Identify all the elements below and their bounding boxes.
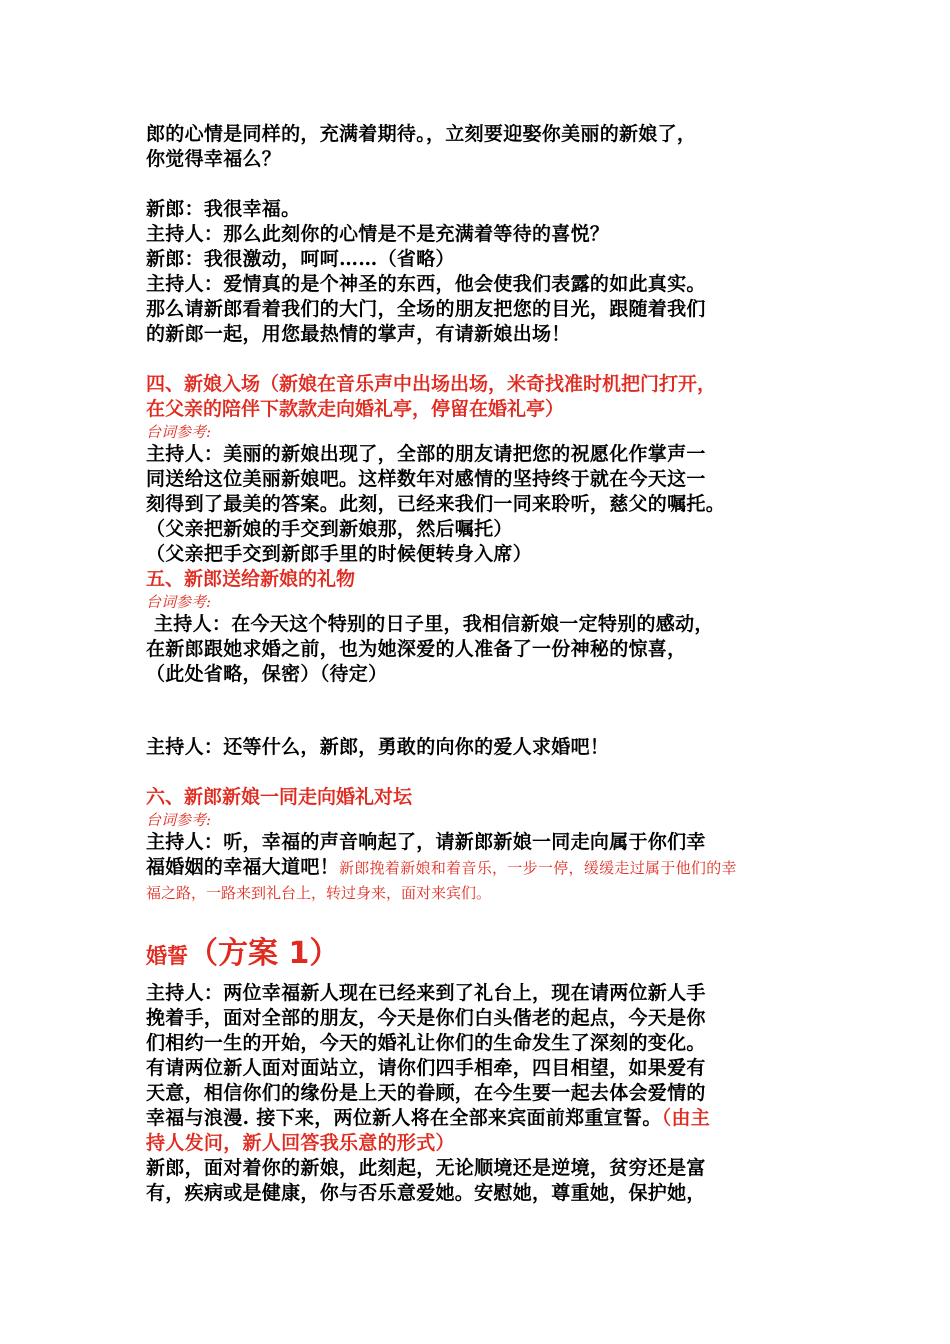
script-reference-label: 台词参考: [146,423,212,441]
text-line [146,855,818,881]
text-line: （父亲把新娘的手交到新娘那，然后嘱托） [146,518,513,540]
text-segment: 福婚姻的幸福大道吧！ [146,856,340,878]
text-line: 主持人：两位幸福新人现在已经来到了礼台上，现在请两位新人手 [146,982,706,1004]
vows-title: 婚誓 [146,944,188,968]
text-line: 们相约一生的开始，今天的婚礼让你们的生命发生了深刻的变化。 [146,1032,706,1054]
text-line: 新郎，面对着你的新娘，此刻起，无论顺境还是逆境，贫穷还是富 [146,1157,706,1179]
spacer [146,172,818,197]
section-heading: 六、新郎新娘一同走向婚礼对坛 [146,786,413,808]
text-line: （父亲把手交到新郎手里的时候便转身入席） [146,543,533,565]
script-reference-label: 台词参考: [146,593,212,611]
text-line: 主持人：还等什么，新郎，勇敢的向你的爱人求婚吧！ [146,736,610,758]
text-line: 主持人：爱情真的是个神圣的东西，他会使我们表露的如此真实。 [146,273,706,295]
section-heading: 五、新郎送给新娘的礼物 [146,568,356,590]
text-line: 在新郎跟她求婚之前，也为她深爱的人准备了一份神秘的惊喜， [146,638,687,660]
text-line: 刻得到了最美的答案。此刻，已经来我们一同来聆听，慈父的嘱托。 [146,493,726,515]
text-segment: 幸福与浪漫. 接下来，两位新人将在全部来宾面前郑重宣誓。 [146,1107,662,1129]
vows-heading [146,931,818,981]
vows-plan-label: （方案 1） [188,936,340,971]
text-line: 有请两位新人面对面站立，请你们四手相牵，四目相望，如果爱有 [146,1057,706,1079]
text-line: 挽着手，面对全部的朋友，今天是你们白头偕老的起点，今天是你 [146,1007,706,1029]
section-note: （新娘在音乐声中出场出场，米奇找准时机把门打开， [260,373,717,395]
text-line: 主持人：听，幸福的声音响起了，请新郎新娘一同走向属于你们幸 [146,831,706,853]
stage-direction: 福之路，一路来到礼台上，转过身来，面对来宾们。 [146,884,492,902]
spacer [146,760,818,785]
text-line: 新郎：我很激动，呵呵……（省略） [146,248,455,270]
section-note: 在父亲的陪伴下款款走向婚礼亭，停留在婚礼亭） [146,398,565,420]
section-title: 四、新娘入场 [146,373,261,395]
spacer [146,906,818,931]
stage-direction: （由主 [661,1107,711,1129]
text-line: 你觉得幸福么？ [146,148,282,170]
spacer [146,687,818,735]
text-line: 那么请新郎看着我们的大门，全场的朋友把您的目光，跟随着我们 [146,298,706,320]
spacer [146,347,818,372]
stage-direction: 持人发问，新人回答我乐意的形式） [146,1132,455,1154]
text-line [146,1106,818,1131]
stage-direction: 新郎挽着新娘和着音乐，一步一停，缓缓走过属于他们的幸 [339,859,737,877]
text-line: 主持人：美丽的新娘出现了，全部的朋友请把您的祝愿化作掌声一 [146,443,706,465]
text-line: 主持人：在今天这个特别的日子里，我相信新娘一定特别的感动， [154,613,714,635]
text-line: 天意，相信你们的缘份是上天的眷顾，在今生要一起去体会爱情的 [146,1082,706,1104]
section-note-line [146,397,818,422]
section-heading [146,372,818,397]
text-line: 同送给这位美丽新娘吧。这样数年对感情的坚持终于就在今天这一 [146,468,706,490]
text-line: 郎的心情是同样的，充满着期待。，立刻要迎娶你美丽的新娘了， [146,123,697,145]
script-reference-label: 台词参考: [146,811,212,829]
text-line: 的新郎一起，用您最热情的掌声，有请新娘出场！ [146,323,571,345]
text-line: （此处省略，保密）（待定） [146,663,388,685]
text-line: 有，疾病或是健康，你与否乐意爱她。安慰她，尊重她，保护她， [146,1182,706,1204]
text-line: 新郎：我很幸福。 [146,198,301,220]
text-line: 主持人：那么此刻你的心情是不是充满着等待的喜悦？ [146,223,610,245]
document-page [146,122,818,1206]
